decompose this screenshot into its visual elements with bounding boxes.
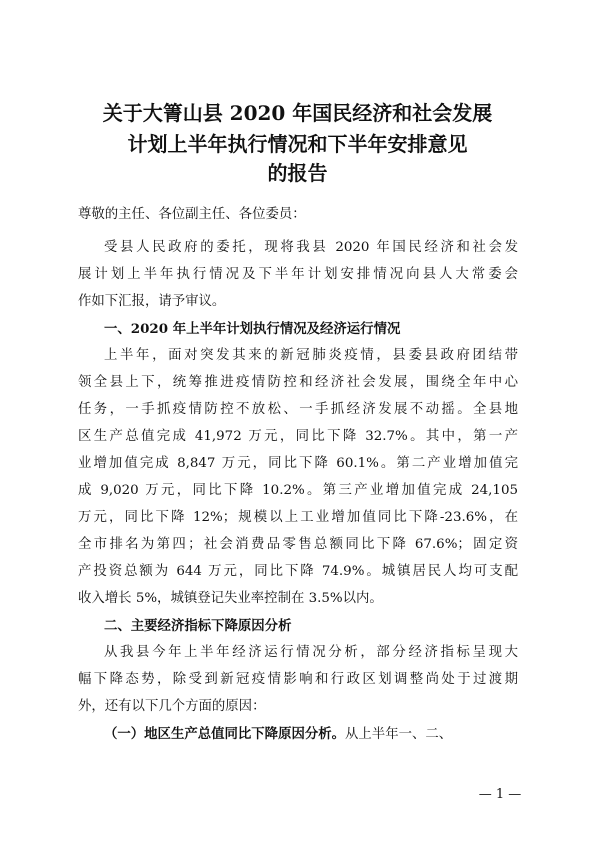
section-1-line-3: 任务，一手抓疫情防控不放松、一手抓经济发展不动摇。全县地 [78,402,518,417]
section-1-line-9: 产投资总额为 644 万元，同比下降 74.9%。城镇居民人均可支配 [78,564,518,579]
document-title-line-3: 的报告 [267,161,328,185]
section-2-heading: 二、主要经济指标下降原因分析 [104,618,292,634]
section-1-line-7: 万元，同比下降 12%；规模以上工业增加值同比下降-23.6%，在 [78,510,518,525]
document-title-line-2: 计划上半年执行情况和下半年安排意见 [127,132,468,156]
section-2-line-2: 幅下降态势，除受到新冠疫情影响和行政区划调整尚处于过渡期 [78,672,518,687]
section-2-line-1: 从我县今年上半年经济运行情况分析，部分经济指标呈现大 [104,645,518,660]
section-1-heading: 一、2020 年上半年计划执行情况及经济运行情况 [104,321,401,337]
section-2-line-3: 外，还有以下几个方面的原因： [78,699,266,714]
section-1-line-2: 领全县上下，统筹推进疫情防控和经济社会发展，围绕全年中心 [78,375,518,390]
section-1-line-5: 业增加值完成 8,847 万元，同比下降 60.1%。第二产业增加值完 [78,456,518,471]
subsection-1-title: （一）地区生产总值同比下降原因分析。 [104,726,346,742]
section-1-line-10: 收入增长 5%，城镇登记失业率控制在 3.5%以内。 [78,591,383,606]
section-1-line-8: 全市排名为第四；社会消费品零售总额同比下降 67.6%；固定资 [78,537,518,552]
section-1-line-4: 区生产总值完成 41,972 万元，同比下降 32.7%。其中，第一产 [78,429,518,444]
page-number: — 1 — [478,787,522,802]
section-1-line-1: 上半年，面对突发其来的新冠肺炎疫情，县委县政府团结带 [104,348,518,363]
intro-line-2: 展计划上半年执行情况及下半年计划安排情况向县人大常委会 [78,267,518,282]
document-title-line-1: 关于大箐山县 2020 年国民经济和社会发展 [102,101,493,125]
section-1-line-6: 成 9,020 万元，同比下降 10.2%。第三产业增加值完成 24,105 [78,483,518,498]
subsection-1-line [104,725,518,744]
intro-line-1: 受县人民政府的委托，现将我县 2020 年国民经济和社会发 [104,240,518,255]
intro-line-3: 作如下汇报，请予审议。 [78,294,226,309]
subsection-1-text: 从上半年一、二、 [345,727,453,742]
salutation: 尊敬的主任、各位副主任、各位委员： [78,207,306,222]
